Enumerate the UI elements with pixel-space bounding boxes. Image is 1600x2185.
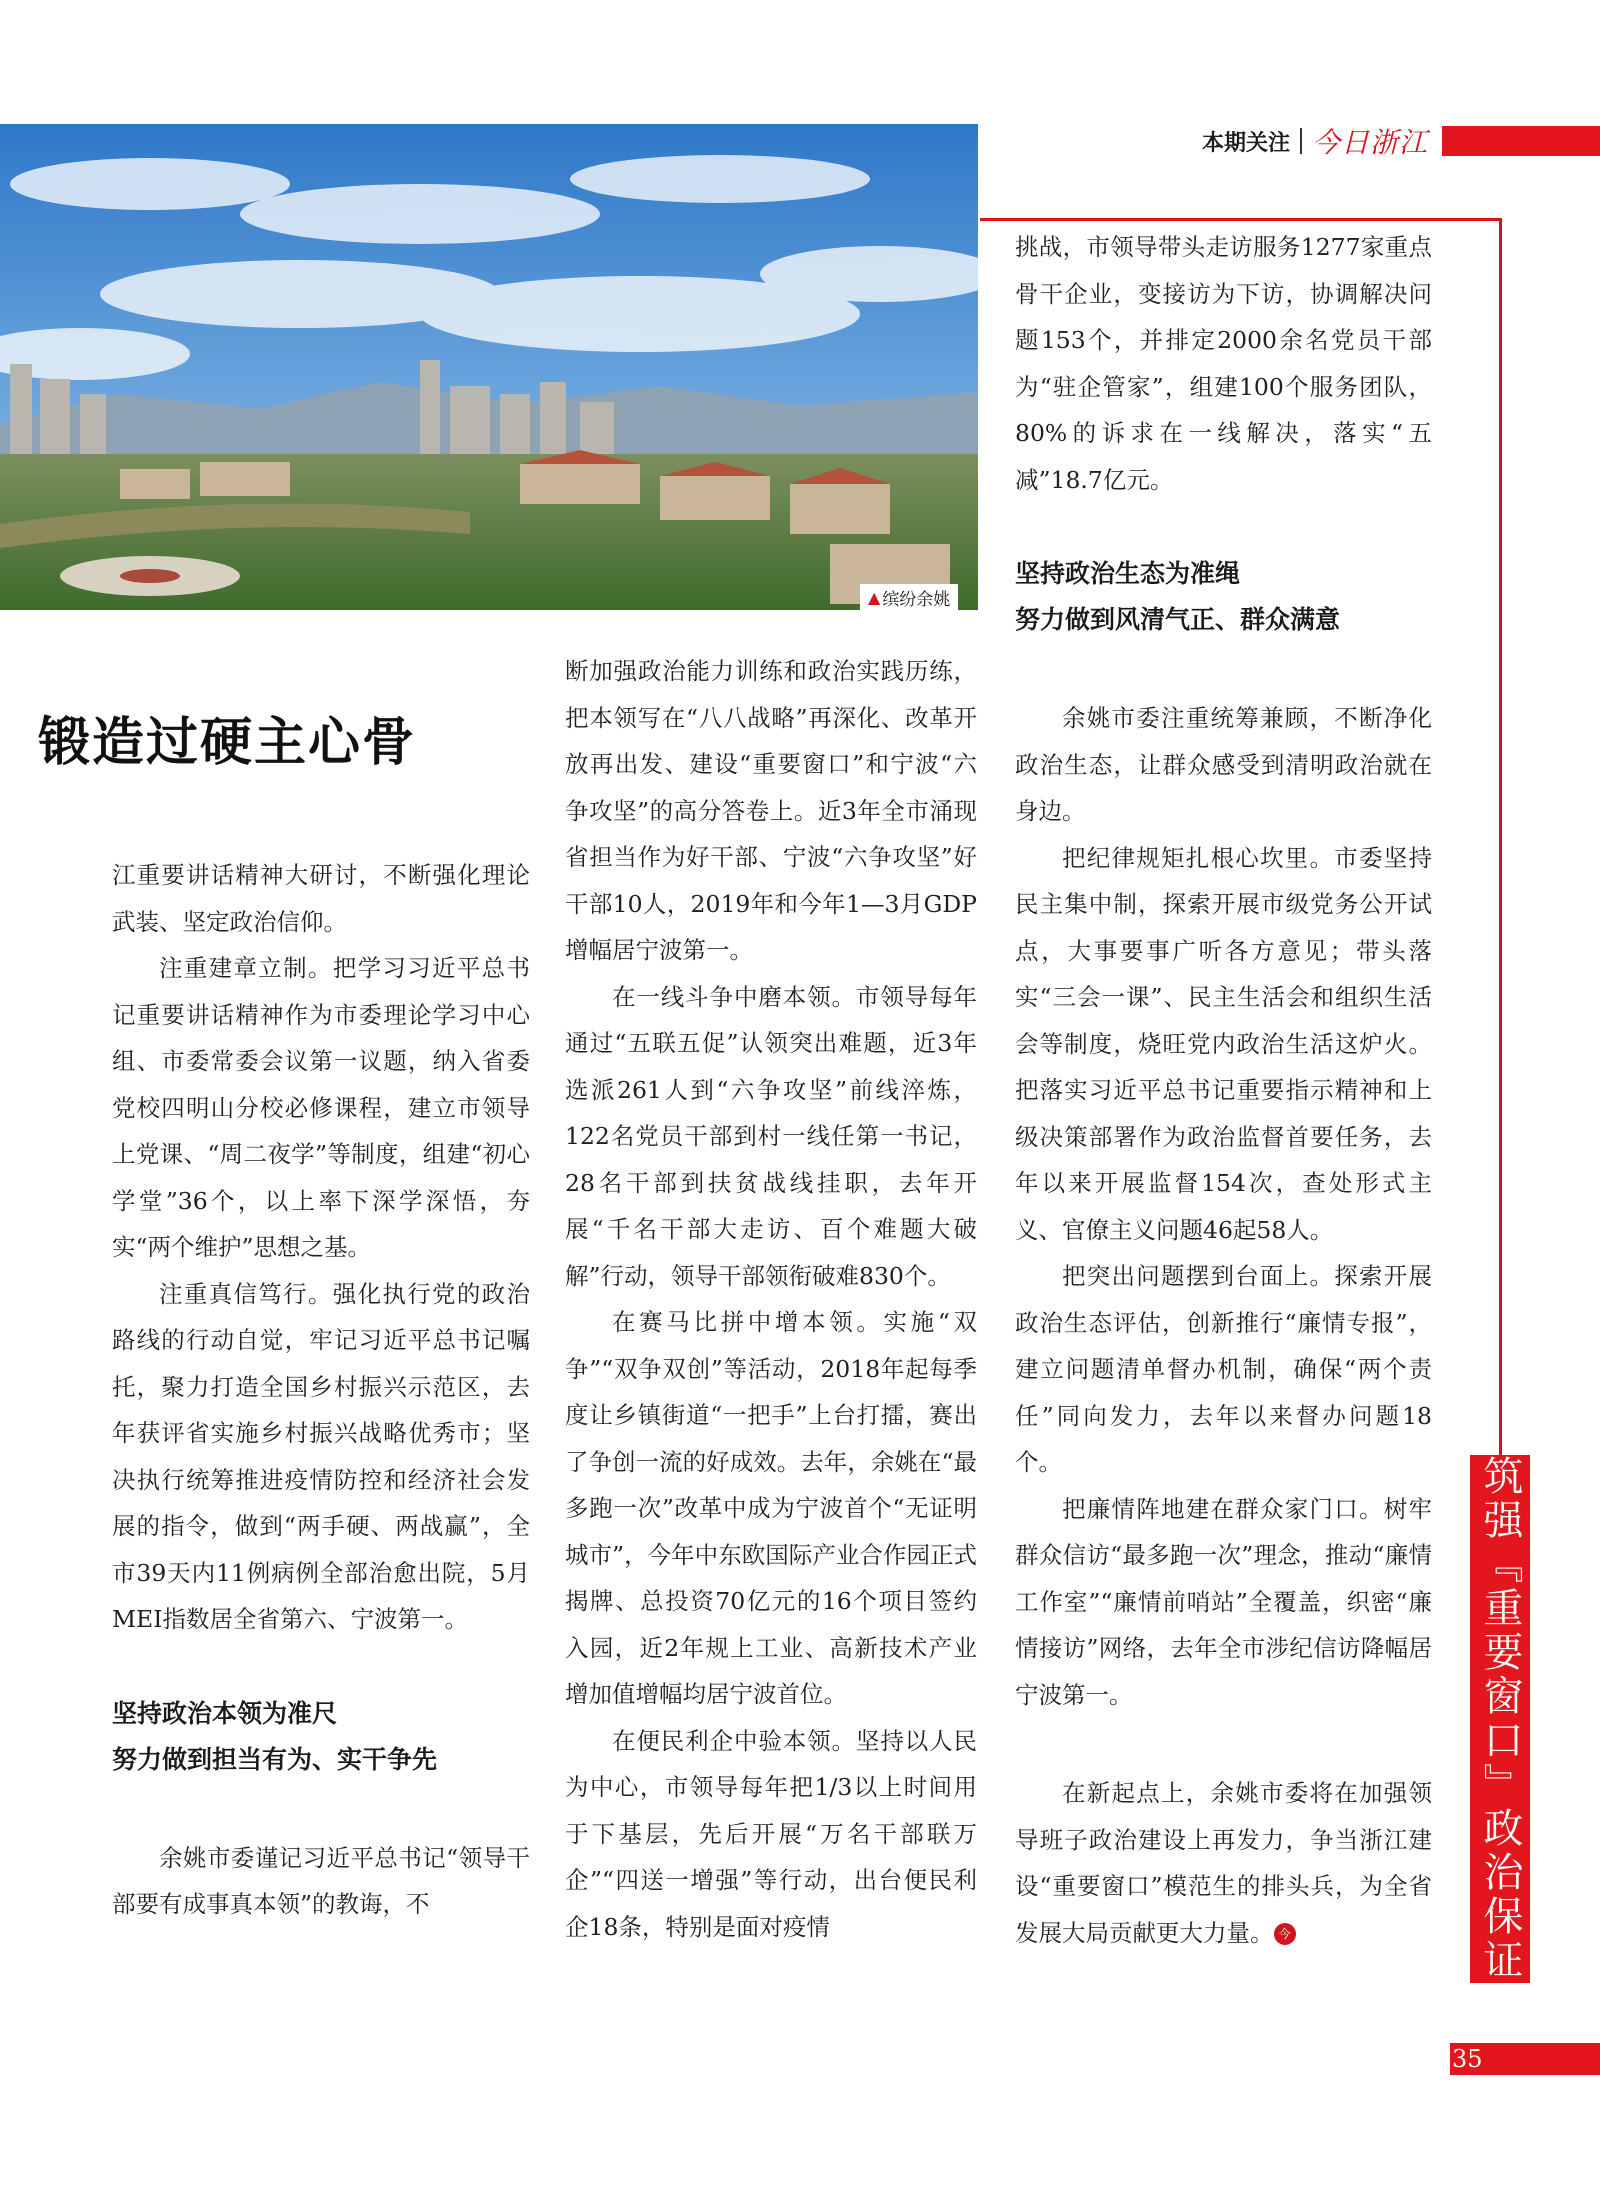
paragraph: 注重建章立制。把学习习近平总书记重要讲话精神作为市委理论学习中心组、市委常委会议第一议题，纳入省委党校四明山分校必修课程，建立市领导上党课、“周二夜学”等制度，组建“初心学堂”36个，以上率下深学深悟，夯实“两个维护”思想之基。 — [112, 954, 530, 1261]
paragraph: 在赛马比拼中增本领。实施“双争”“双争双创”等活动，2018年起每季度让乡镇街道“一把手”上台打擂，赛出了争创一流的好成效。去年，余姚在“最多跑一次”改革中成为宁波首个“无证明城市”，今年中东欧国际产业合作园正式揭牌、总投资70亿元的16个项目签约入园，近2年规上工业、高新技术产业增加值增幅均居宁波首位。 — [565, 1308, 977, 1708]
article-title: 锻造过硬主心骨 — [38, 712, 417, 773]
subheading — [1015, 551, 1432, 643]
magazine-logo: 今日浙江 — [1311, 126, 1428, 159]
paragraph: 把纪律规矩扎根心坎里。市委坚持民主集中制，探索开展市级党务公开试点，大事要事广听各方意见；带头落实“三会一课”、民主生活会和组织生活会等制度，烧旺党内政治生活这炉火。把落实习近平总书记重要指示精神和上级决策部署作为政治监督首要任务，去年以来开展监督154次，查处形式主义、官僚主义问题46起58人。 — [1015, 843, 1432, 1244]
banner-text: 筑强『重要窗口』政治保证 — [1477, 1455, 1523, 1983]
city-photo — [0, 124, 978, 610]
paragraph: 在一线斗争中磨本领。市领导每年通过“五联五促”认领突出难题，近3年选派261人到“六争攻坚”前线淬炼，122名党员干部到村一线任第一书记，28名干部到扶贫战线挂职，去年开展“千名干部大走访、百个难题大破解”行动，领导干部领衔破难830个。 — [565, 982, 977, 1290]
spacer — [1015, 503, 1432, 551]
photo-caption-text: 缤纷余姚 — [882, 589, 951, 610]
paragraph: 余姚市委谨记习近平总书记“领导干部要有成事真本领”的教诲，不 — [112, 1843, 530, 1918]
spacer — [112, 1643, 530, 1691]
text-column-2 — [565, 648, 977, 1950]
subheading — [112, 1691, 530, 1783]
photo-caption — [860, 584, 958, 610]
spacer — [1015, 1718, 1432, 1770]
end-mark-icon: 今 — [1274, 1923, 1296, 1945]
red-frame-right — [1499, 218, 1502, 1458]
closing-text: 在新起点上，余姚市委将在加强领导班子政治建设上再发力，争当浙江建设“重要窗口”模范生的排头兵，为全省发展大局贡献更大力量。 — [1015, 1779, 1432, 1947]
paragraph: 把突出问题摆到台面上。探索开展政治生态评估，创新推行“廉情专报”，建立问题清单督办机制，确保“两个责任”同向发力，去年以来督办问题18个。 — [1015, 1262, 1432, 1476]
red-frame-top — [980, 218, 1502, 221]
spacer — [112, 1783, 530, 1835]
paragraph: 把廉情阵地建在群众家门口。树牢群众信访“最多跑一次”理念，推动“廉情工作室”“廉情前哨站”全覆盖，织密“廉情接访”网络，去年全市涉纪信访降幅居宁波第一。 — [1015, 1494, 1432, 1709]
subheading-line: 努力做到担当有为、实干争先 — [112, 1744, 438, 1774]
subheading-line: 坚持政治生态为准绳 — [1015, 559, 1241, 588]
paragraph: 挑战，市领导带头走访服务1277家重点骨干企业，变接访为下访，协调解决问题153个，并排定2000余名党员干部为“驻企管家”，组建100个服务团队，80%的诉求在一线解决，落实“五减”18.7亿元。 — [1015, 233, 1432, 494]
spacer — [1015, 643, 1432, 695]
paragraph: 断加强政治能力训练和政治实践历练，把本领写在“八八战略”再深化、改革开放再出发、建设“重要窗口”和宁波“六争攻坚”的高分答卷上。近3年全市涌现省担当作为好干部、宁波“六争攻坚”好干部10人，2019年和今年1—3月GDP增幅居宁波第一。 — [565, 657, 977, 964]
triangle-icon: ▲ — [868, 587, 881, 607]
subheading-line: 努力做到风清气正、群众满意 — [1015, 605, 1341, 634]
vertical-banner — [1470, 1455, 1530, 1983]
subheading-line: 坚持政治本领为准尺 — [112, 1698, 338, 1728]
section-label: 本期关注 — [1201, 130, 1290, 156]
closing-paragraph — [1015, 1770, 1432, 1956]
paragraph: 注重真信笃行。强化执行党的政治路线的行动自觉，牢记习近平总书记嘱托，聚力打造全国乡村振兴示范区，去年获评省实施乡村振兴战略优秀市；坚决执行统筹推进疫情防控和经济社会发展的指令，做到“两手硬、两战赢”，全市39天内11例病例全部治愈出院，5月MEI指数居全省第六、宁波第一。 — [112, 1279, 530, 1633]
page-number: 35 — [1452, 2045, 1483, 2073]
paragraph: 余姚市委注重统筹兼顾，不断净化政治生态，让群众感受到清明政治就在身边。 — [1015, 704, 1432, 825]
running-header — [1202, 124, 1600, 158]
text-column-1 — [112, 852, 530, 1928]
header-divider — [1300, 128, 1302, 154]
header-red-bar — [1442, 126, 1600, 156]
paragraph: 江重要讲话精神大研讨，不断强化理论武装、坚定政治信仰。 — [112, 861, 530, 936]
text-column-3 — [1015, 224, 1432, 1956]
paragraph: 在便民利企中验本领。坚持以人民为中心，市领导每年把1/3以上时间用于下基层，先后开展“万名干部联万企”“四送一增强”等行动，出台便民利企18条，特别是面对疫情 — [565, 1726, 977, 1941]
